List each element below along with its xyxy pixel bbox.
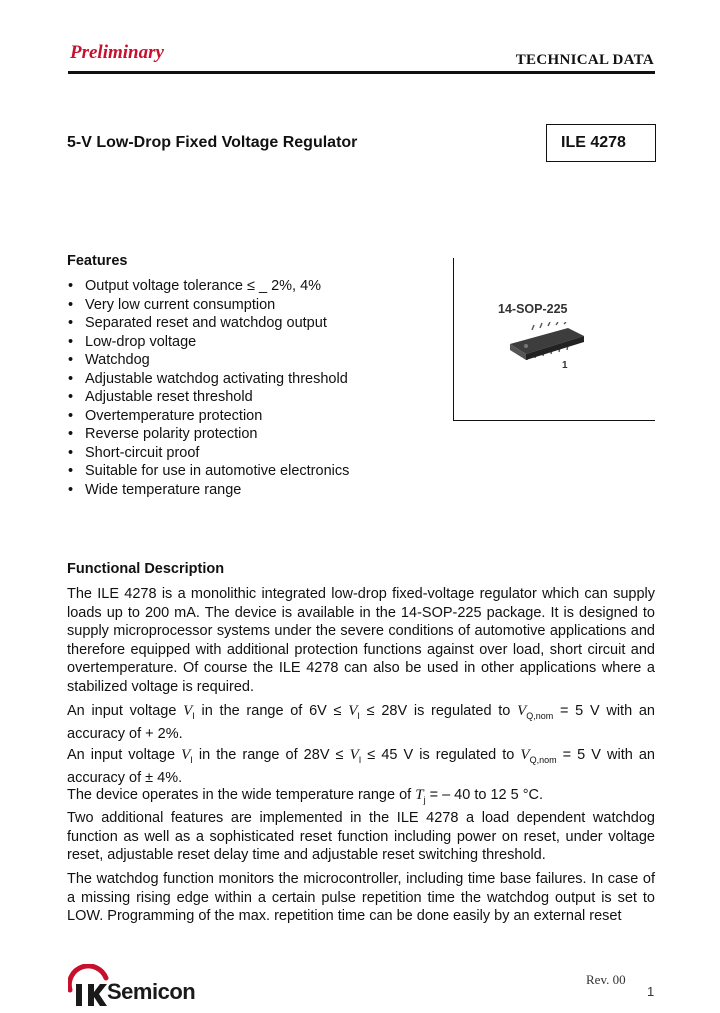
bullet: • <box>68 444 74 461</box>
features-list <box>67 277 349 499</box>
bullet: • <box>68 463 74 479</box>
logo-text: Semicon <box>107 979 196 1004</box>
bullet: • <box>68 407 74 424</box>
list-item: • Adjustable watchdog activating threshold <box>68 370 348 387</box>
paragraph-additional-features: Two additional features are implemented in the ILE 4278 a load dependent watchdog function as well as a sophisticated reset function including power on reset, under voltage reset, adjustable reset delay time and adjustable reset switching threshold. <box>67 810 655 863</box>
functional-description-heading: Functional Description <box>67 561 225 577</box>
list-item: • Output voltage tolerance ≤ _ 2%, 4% <box>68 278 322 294</box>
paragraph-input-voltage-high: An input voltage $V_I$ in the range of $28V \le V_I \le 45$ V is regulated to $V_{Q,nom} = 5$ V with an accuracy of ± 4%. <box>67 747 655 787</box>
bullet: • <box>68 278 74 294</box>
product-title: 5-V Low-Drop Fixed Voltage Regulator <box>67 134 358 151</box>
list-item: • Wide temperature range <box>68 481 242 498</box>
bullet: • <box>68 352 74 368</box>
list-item: • Very low current consumption <box>68 296 276 313</box>
logo-mark-icon <box>68 964 112 1008</box>
list-item: • Separated reset and watchdog output <box>68 315 327 331</box>
paragraph-temperature: The device operates in the wide temperature range of $T_j$ = – 40 to 12 5 °C. <box>67 787 544 805</box>
bullet: • <box>68 296 74 313</box>
bullet: • <box>68 389 74 405</box>
bullet: • <box>68 426 74 442</box>
bullet: • <box>68 333 74 350</box>
bullet: • <box>68 370 74 387</box>
preliminary-label: Preliminary <box>70 42 164 63</box>
revision-label: Rev. 00 <box>586 972 626 987</box>
bullet: • <box>68 315 74 331</box>
chip-package-image <box>500 322 600 383</box>
technical-data-label: TECHNICAL DATA <box>515 52 654 68</box>
ik-semicon-logo <box>68 964 112 1013</box>
list-item: • Suitable for use in automotive electronics <box>68 463 350 479</box>
bullet: • <box>68 481 74 498</box>
list-item: • Low-drop voltage <box>68 333 197 350</box>
page-number: 1 <box>647 984 655 999</box>
paragraph-intro: The ILE 4278 is a monolithic integrated low-drop fixed-voltage regulator which can supply loads up to 200 mA. The device is available in the 14-SOP-225 package. It is designed to supply microprocessor systems under the severe conditions of automotive applications and therefore equipped with additional protection functions against over load, short circuit and overtemperature. Of course the ILE 4278 can also be used in other applications where a stabilized voltage is required. <box>67 586 655 695</box>
paragraph-input-voltage-low: An input voltage $V_I$ in the range of $6V \le V_I \le 28V$ is regulated to $V_{Q,nom} = 5$ V with an accuracy of + 2%. <box>67 703 655 743</box>
package-label: 14-SOP-225 <box>498 302 568 316</box>
list-item: • Overtemperature protection <box>68 407 263 424</box>
part-number: ILE 4278 <box>561 134 626 151</box>
chip-icon <box>500 322 600 378</box>
list-item: • Reverse polarity protection <box>68 426 258 442</box>
paragraph-watchdog: The watchdog function monitors the microcontroller, including time base failures. In case of a missing rising edge within a certain pulse repetition time the watchdog output is set to LOW. Programming of the max. repetition time can be done easily by an external reset <box>67 871 655 924</box>
pin-one-marker: 1 <box>562 360 568 371</box>
features-heading: Features <box>67 253 128 269</box>
list-item: • Watchdog <box>68 352 150 368</box>
list-item: • Short-circuit proof <box>68 444 200 461</box>
part-number-box <box>546 124 656 162</box>
header-rule <box>68 71 655 74</box>
list-item: • Adjustable reset threshold <box>68 389 253 405</box>
